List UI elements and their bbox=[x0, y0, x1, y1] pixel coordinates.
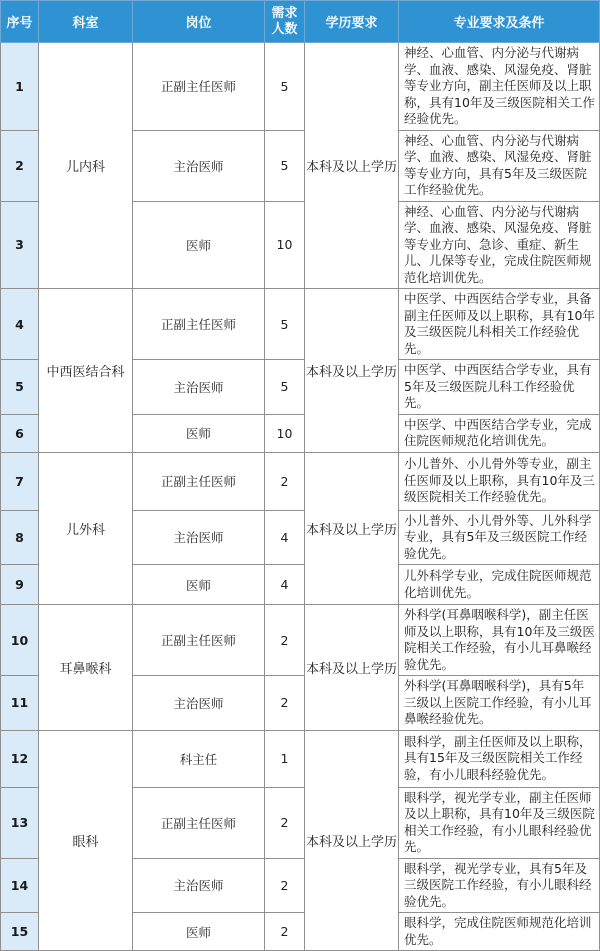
row-index: 7 bbox=[1, 452, 39, 510]
post-cell: 正副主任医师 bbox=[133, 43, 265, 131]
header-num-line1: 需求 bbox=[271, 5, 298, 21]
num-cell: 5 bbox=[265, 43, 305, 131]
num-cell: 10 bbox=[265, 201, 305, 289]
edu-cell: 本科及以上学历 bbox=[305, 605, 399, 731]
table-row bbox=[1, 289, 600, 360]
num-cell: 2 bbox=[265, 913, 305, 951]
post-cell: 正副主任医师 bbox=[133, 605, 265, 676]
cond-cell: 眼科学，视光学专业，具有5年及三级医院工作经验，有小儿眼科经验优先。 bbox=[399, 858, 600, 913]
cond-cell: 中医学、中西医结合学专业，完成住院医师规范化培训优先。 bbox=[399, 414, 600, 452]
num-cell: 10 bbox=[265, 414, 305, 452]
row-index: 6 bbox=[1, 414, 39, 452]
header-dept: 科室 bbox=[39, 1, 133, 43]
post-cell: 医师 bbox=[133, 414, 265, 452]
row-index: 3 bbox=[1, 201, 39, 289]
table-row bbox=[1, 43, 600, 131]
cond-cell: 外科学(耳鼻咽喉科学)，具有5年三级以上医院工作经验，有小儿耳鼻喉经验优先。 bbox=[399, 676, 600, 731]
row-index: 11 bbox=[1, 676, 39, 731]
num-cell: 5 bbox=[265, 130, 305, 201]
header-idx: 序号 bbox=[1, 1, 39, 43]
edu-cell: 本科及以上学历 bbox=[305, 43, 399, 289]
post-cell: 正副主任医师 bbox=[133, 787, 265, 858]
dept-cell: 中西医结合科 bbox=[39, 289, 133, 453]
post-cell: 医师 bbox=[133, 913, 265, 951]
num-cell: 4 bbox=[265, 565, 305, 605]
post-cell: 主治医师 bbox=[133, 676, 265, 731]
num-cell: 4 bbox=[265, 510, 305, 565]
post-cell: 正副主任医师 bbox=[133, 452, 265, 510]
cond-cell: 神经、心血管、内分泌与代谢病学、血液、感染、风湿免疫、肾脏等专业方向，副主任医师及以上职称，具有10年及三级医院相关工作经验优先。 bbox=[399, 43, 600, 131]
num-cell: 1 bbox=[265, 730, 305, 787]
num-cell: 5 bbox=[265, 360, 305, 415]
post-cell: 正副主任医师 bbox=[133, 289, 265, 360]
header-edu: 学历要求 bbox=[305, 1, 399, 43]
row-index: 5 bbox=[1, 360, 39, 415]
cond-cell: 小儿普外、小儿骨外等、儿外科学专业，具有5年及三级医院工作经验优先。 bbox=[399, 510, 600, 565]
num-cell: 2 bbox=[265, 858, 305, 913]
cond-cell: 神经、心血管、内分泌与代谢病学、血液、感染、风湿免疫、肾脏等专业方向、急诊、重症、新生儿、儿保等专业，完成住院医师规范化培训优先。 bbox=[399, 201, 600, 289]
row-index: 1 bbox=[1, 43, 39, 131]
cond-cell: 外科学(耳鼻咽喉科学)，副主任医师及以上职称，具有10年及三级医院相关工作经验，有小儿耳鼻喉经验优先。 bbox=[399, 605, 600, 676]
table-row bbox=[1, 452, 600, 510]
cond-cell: 神经、心血管、内分泌与代谢病学、血液、感染、风湿免疫、肾脏等专业方向，具有5年及三级医院工作经验优先。 bbox=[399, 130, 600, 201]
row-index: 13 bbox=[1, 787, 39, 858]
dept-cell: 儿外科 bbox=[39, 452, 133, 605]
row-index: 14 bbox=[1, 858, 39, 913]
row-index: 4 bbox=[1, 289, 39, 360]
num-cell: 2 bbox=[265, 605, 305, 676]
post-cell: 主治医师 bbox=[133, 510, 265, 565]
edu-cell: 本科及以上学历 bbox=[305, 452, 399, 605]
table-row bbox=[1, 730, 600, 787]
edu-cell: 本科及以上学历 bbox=[305, 289, 399, 453]
cond-cell: 眼科学，视光学专业，副主任医师及以上职称，具有10年及三级医院相关工作经验，有小儿眼科经验优先。 bbox=[399, 787, 600, 858]
row-index: 2 bbox=[1, 130, 39, 201]
cond-cell: 中医学、中西医结合学专业，具有5年及三级医院儿科工作经验优先。 bbox=[399, 360, 600, 415]
cond-cell: 眼科学，完成住院医师规范化培训优先。 bbox=[399, 913, 600, 951]
row-index: 8 bbox=[1, 510, 39, 565]
edu-cell: 本科及以上学历 bbox=[305, 730, 399, 951]
num-cell: 2 bbox=[265, 676, 305, 731]
row-index: 10 bbox=[1, 605, 39, 676]
num-cell: 2 bbox=[265, 452, 305, 510]
cond-cell: 儿外科学专业，完成住院医师规范化培训优先。 bbox=[399, 565, 600, 605]
post-cell: 主治医师 bbox=[133, 130, 265, 201]
header-row bbox=[1, 1, 600, 43]
cond-cell: 眼科学，副主任医师及以上职称，具有15年及三级医院相关工作经验，有小儿眼科经验优先。 bbox=[399, 730, 600, 787]
header-num bbox=[265, 1, 305, 43]
cond-cell: 中医学、中西医结合学专业，具备副主任医师及以上职称，具有10年及三级医院儿科相关工作经验优先。 bbox=[399, 289, 600, 360]
row-index: 15 bbox=[1, 913, 39, 951]
row-index: 12 bbox=[1, 730, 39, 787]
post-cell: 医师 bbox=[133, 201, 265, 289]
cond-cell: 小儿普外、小儿骨外等专业，副主任医师及以上职称，具有10年及三级医院相关工作经验优先。 bbox=[399, 452, 600, 510]
post-cell: 主治医师 bbox=[133, 360, 265, 415]
dept-cell: 耳鼻喉科 bbox=[39, 605, 133, 731]
post-cell: 科主任 bbox=[133, 730, 265, 787]
num-cell: 2 bbox=[265, 787, 305, 858]
row-index: 9 bbox=[1, 565, 39, 605]
post-cell: 主治医师 bbox=[133, 858, 265, 913]
header-cond: 专业要求及条件 bbox=[399, 1, 600, 43]
num-cell: 5 bbox=[265, 289, 305, 360]
post-cell: 医师 bbox=[133, 565, 265, 605]
dept-cell: 眼科 bbox=[39, 730, 133, 951]
header-post: 岗位 bbox=[133, 1, 265, 43]
dept-cell: 儿内科 bbox=[39, 43, 133, 289]
table-row bbox=[1, 605, 600, 676]
header-num-line2: 人数 bbox=[271, 21, 298, 37]
